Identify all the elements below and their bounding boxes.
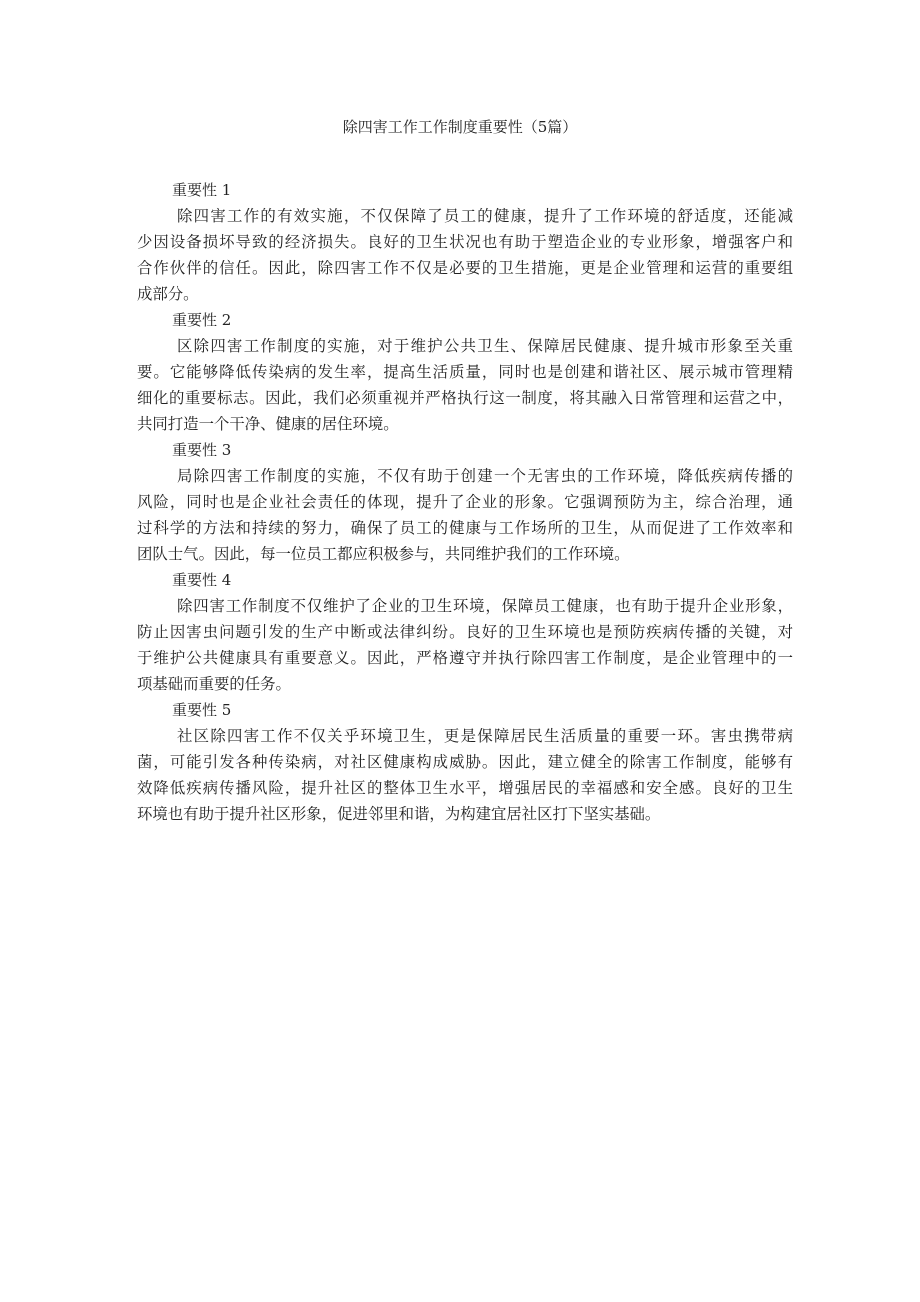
paragraph-line: 成部分。 (137, 285, 199, 303)
paragraph-line: 菌，可能引发各种传染病，对社区健康构成威胁。因此，建立健全的除害工作制度，能够有 (137, 753, 793, 771)
paragraph-line: 要。它能够降低传染病的发生率，提高生活质量，同时也是创建和谐社区、展示城市管理精 (137, 363, 793, 381)
paragraph-line: 于维护公共健康具有重要意义。因此，严格遵守并执行除四害工作制度，是企业管理中的一 (137, 649, 793, 667)
paragraph-line: 少因设备损坏导致的经济损失。良好的卫生状况也有助于塑造企业的专业形象，增强客户和 (137, 233, 793, 251)
paragraph-line: 风险，同时也是企业社会责任的体现，提升了企业的形象。它强调预防为主，综合治理，通 (137, 493, 793, 511)
paragraph-line: 除四害工作制度不仅维护了企业的卫生环境，保障员工健康，也有助于提升企业形象， (177, 597, 793, 615)
section-heading: 重要性 3 (172, 441, 232, 459)
paragraph-line: 细化的重要标志。因此，我们必须重视并严格执行这一制度，将其融入日常管理和运营之中， (137, 389, 793, 407)
paragraph-line: 除四害工作的有效实施，不仅保障了员工的健康，提升了工作环境的舒适度，还能减 (177, 207, 793, 225)
paragraph-line: 共同打造一个干净、健康的居住环境。 (137, 415, 399, 433)
paragraph-line: 环境也有助于提升社区形象，促进邻里和谐，为构建宜居社区打下坚实基础。 (137, 805, 661, 823)
section-2 (137, 307, 793, 437)
document-title: 除四害工作工作制度重要性（5篇） (342, 118, 578, 136)
paragraph-line: 局除四害工作制度的实施，不仅有助于创建一个无害虫的工作环境，降低疾病传播的 (177, 467, 793, 485)
section-heading: 重要性 4 (172, 571, 232, 589)
section-4 (137, 567, 793, 697)
paragraph-line: 效降低疾病传播风险，提升社区的整体卫生水平，增强居民的幸福感和安全感。良好的卫生 (137, 779, 793, 797)
section-3 (137, 437, 793, 567)
section-heading: 重要性 1 (172, 181, 232, 199)
paragraph-line: 防止因害虫问题引发的生产中断或法律纠纷。良好的卫生环境也是预防疾病传播的关键，对 (137, 623, 793, 641)
paragraph-line: 过科学的方法和持续的努力，确保了员工的健康与工作场所的卫生，从而促进了工作效率和 (137, 519, 793, 537)
paragraph-line: 项基础而重要的任务。 (137, 675, 291, 693)
section-5 (137, 697, 793, 827)
section-heading: 重要性 5 (172, 701, 232, 719)
paragraph-line: 团队士气。因此，每一位员工都应积极参与，共同维护我们的工作环境。 (137, 545, 630, 563)
section-1 (137, 177, 793, 307)
paragraph-line: 区除四害工作制度的实施，对于维护公共卫生、保障居民健康、提升城市形象至关重 (177, 337, 793, 355)
section-heading: 重要性 2 (172, 311, 232, 329)
paragraph-line: 社区除四害工作不仅关乎环境卫生，更是保障居民生活质量的重要一环。害虫携带病 (177, 727, 793, 745)
document-body (137, 177, 793, 827)
paragraph-line: 合作伙伴的信任。因此，除四害工作不仅是必要的卫生措施，更是企业管理和运营的重要组 (137, 259, 793, 277)
